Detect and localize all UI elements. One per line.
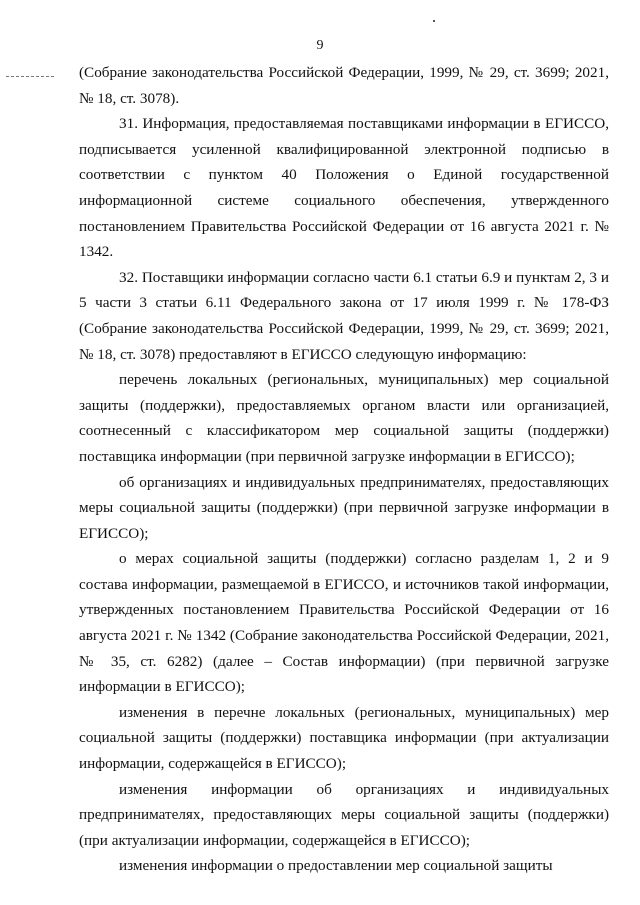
- list-item-organizations: об организациях и индивидуальных предпринимателях, предоставляющих меры социальной защиты (поддержки) (при первичной загрузке информации в ЕГИССО);: [79, 473, 609, 542]
- list-item-measures-info: о мерах социальной защиты (поддержки) согласно разделам 1, 2 и 9 состава информации, размещаемой в ЕГИССО, и источников такой информации, утвержденных постановлением Правительства Российской Федерации от 16 августа 2021 г. № 1342 (Собрание законодательства Российской Федерации, 2021, № 35, ст. 6282) (далее – Состав информации) (при первичной загрузке информации в ЕГИССО);: [79, 550, 609, 696]
- paragraph-continuation: (Собрание законодательства Российской Федерации, 1999, № 29, ст. 3699; 2021, № 18, ст. 3078).: [79, 64, 609, 107]
- list-item-provision-changes: изменения информации о предоставлении мер социальной защиты: [119, 857, 553, 875]
- paragraph-31: 31. Информация, предоставляемая поставщиками информации в ЕГИССО, подписывается усиленной квалифицированной электронной подписью в соответствии с пунктом 40 Положения о Единой государственной информационной системе социального обеспечения, утвержденного постановлением Правительства Российской Федерации от 16 августа 2021 г. № 1342.: [79, 115, 609, 261]
- document-body: [79, 60, 609, 879]
- margin-mark: [6, 76, 54, 78]
- scan-speck: [433, 20, 435, 22]
- paragraph-32: 32. Поставщики информации согласно части 6.1 статьи 6.9 и пунктам 2, 3 и 5 части 3 статьи 6.11 Федерального закона от 17 июля 1999 г. № 178-ФЗ (Собрание законодательства Российской Федерации, 1999, № 29, ст. 3699; 2021, № 18, ст. 3078) предоставляют в ЕГИССО следующую информацию:: [79, 268, 609, 363]
- list-item-list-changes: изменения в перечне локальных (региональных, муниципальных) мер социальной защиты (поддержки) поставщика информации (при актуализации информации, содержащейся в ЕГИССО);: [79, 703, 609, 773]
- page-number: 9: [316, 38, 324, 53]
- list-item-organization-changes: изменения информации об организациях и индивидуальных предпринимателях, предоставляющих меры социальной защиты (поддержки) (при актуализации информации, содержащейся в ЕГИССО);: [79, 780, 609, 849]
- list-item-measures-list: перечень локальных (региональных, муниципальных) мер социальной защиты (поддержки), предоставляемых органом власти или организацией, соотнесенный с классификатором мер социальной защиты (поддержки) поставщика информации (при первичной загрузке информации в ЕГИССО);: [79, 371, 609, 465]
